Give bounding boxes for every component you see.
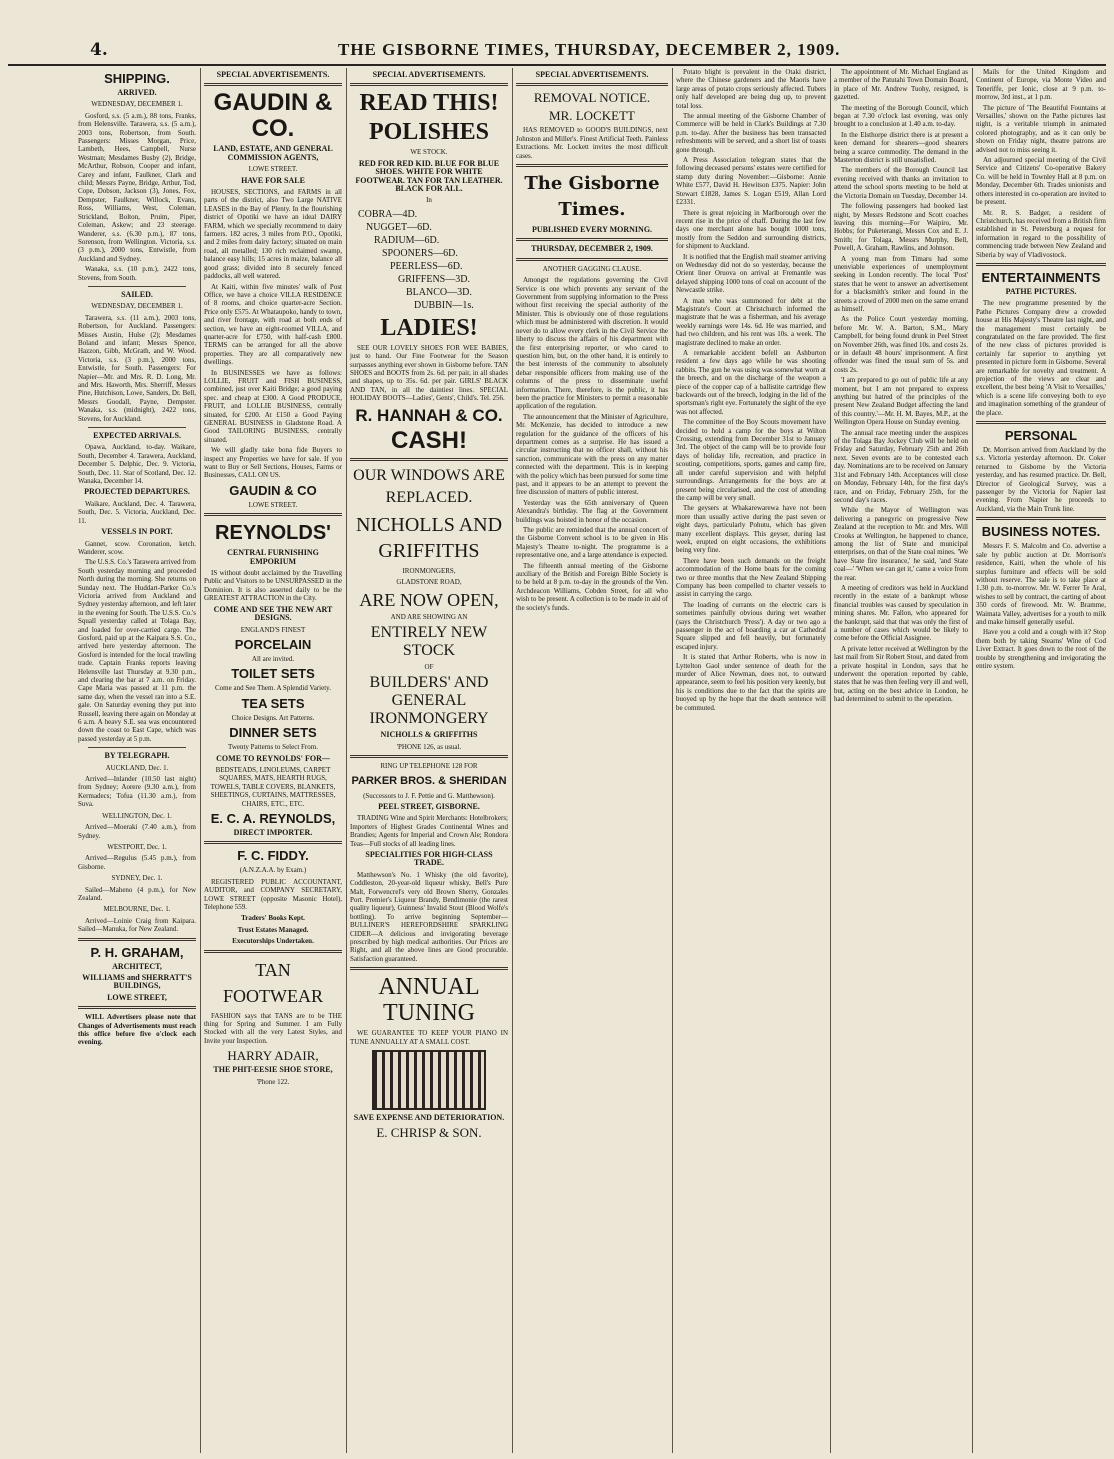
ladies-heading: LADIES!: [380, 314, 478, 341]
editorial-text-4: The public are reminded that the annual concert of the Gisborne Convent school is to be given in His Majesty's Theatre to-night. The programme is a representative one, and a large attendance is expected.: [516, 526, 668, 560]
gaudin-text-4: We will gladly take bona fide Buyers to inspect any Properties we have for sale. If you want to Buy or Sell Sections, Houses, Farms or Businesses, CALL ON US.: [204, 446, 342, 480]
gaudin-text-3: In BUSINESSES we have as follows: LOLLIE, FRUIT and FISH BUSINESS, combined, just over Kaiti Bridge; a good paying spec. and cheap at £300. A Good PRODUCE, FRUIT, and LOLLIE BUSINESS, centrally situated, for £200. At £150 a Good Paying GENERAL BUSINESS in Gladstone Road. A Good TAILORING BUSINESS, centrally situated.: [204, 368, 342, 444]
graham-street: LOWE STREET,: [107, 992, 167, 1002]
news-item: It is notified that the English mail steamer arriving on Wednesday did not do so yesterday, because the Orient liner Oruova on arrival at Fremantle was delayed shipping 1000 tons of coal on account of the Newcastle strike.: [676, 252, 826, 295]
divider: [78, 938, 196, 941]
divider: [204, 513, 342, 516]
editorial-heading: ANOTHER GAGGING CLAUSE.: [542, 264, 642, 273]
news-item: It is stated that Arthur Roberts, who is now in Lyttelton Gaol under sentence of death for the murder of Alice Newman, does not, to outward appearance, seem to feel his position very keenly, but his is conditions due to the fact that the spirits are buoyed up by the hope that the death sentence will be commuted.: [676, 653, 826, 712]
column-special-ads-2: [346, 68, 513, 1453]
arrived-heading: ARRIVED.: [117, 88, 157, 97]
section-header: SPECIAL ADVERTISEMENTS.: [535, 70, 649, 79]
divider: [516, 238, 668, 241]
adair-sub: THE PHIT-EESIE SHOE STORE,: [213, 1065, 333, 1075]
news-item: Potato blight is prevalent in the Otaki district, where the Chinese gardeners and the Maoris have large areas of potato crops seriously affected. Tubers only half developed are being dug up, to prevent total loss.: [676, 68, 826, 110]
news-item: Mr. R. S. Badger, a resident of Christchurch, has received from a British firm established in St. Petersburg a request for information in regard to the possibility of commencing trade between New Zealand and Siberia by way of Vladivostock.: [976, 208, 1106, 259]
paper-title: The Gisborne Times.: [524, 173, 660, 221]
graham-title: ARCHITECT,: [112, 961, 162, 971]
news-item: The picture of 'The Beautiful Fountains at Versailles,' shown on the Pathe pictures last night, is a veritable triumph in animated colored photography, and as it can only be shown on Friday night, theatre patrons are advised not to miss seeing it.: [976, 103, 1106, 154]
news-item: Mails for the United Kingdom and Continent of Europe, via Monte Video and Teneriffe, per Ionic, close at 9 p.m. to-morrow, 3rd inst., at 1 p.m.: [976, 68, 1106, 102]
news-item: There have been such demands on the freight accommodation of the Home boats for the coming two or three months that the New Zealand Shipping Company has been compelled to charter vessels to assist in carrying the cargo.: [676, 556, 826, 599]
news-item: A private letter received at Wellington by the last mail from Sir Robert Stout, and dated from a private hospital in London, says that he underwent the operation reported by cable, states that he was then feeling very ill and well, but, acting on the best advice in London, he had determined to submit to the operation.: [834, 644, 968, 704]
entertainments-heading: ENTERTAINMENTS: [981, 269, 1101, 285]
news-item: The annual meeting of the Gisborne Chamber of Commerce will be held in Clark's Buildings at 7.30 p.m. to-day. After the business has been transacted refreshments will be served, and a short list of toasts gone through.: [676, 112, 826, 154]
masthead: [8, 6, 1106, 66]
business-text-2: Have you a cold and a cough with it? Stop them both by taking Stearns' Wine of Cod Liver Extract. It goes down to the root of the trouble by strengthening and invigorating the entire system.: [976, 628, 1106, 670]
news-item: The annual race meeting under the auspices of the Tolaga Bay Jockey Club will be held on Friday and Saturday, February 25th and 26th next. Seven events are to be contested each day. Nominations are to be received on January 31st and February 14th. Acceptances will close on Monday, February 14th, for the first day's race, and on Friday, February 25th, for the second day's races.: [834, 428, 968, 504]
parker-text-2: Matthewson's No. 1 Whisky (the old favorite), Coddleston, 20-year-old liqueur whisky, Bell's Pure Malt, Forwencrel's very old Brown Sherry, Gonzales Port. Premier's Liqueur Brandy, Bendimonie (the rarest quality liqueur), Guinness' Invalid Stout (Blood Wolfe's bottling). To arrive beginning September—BULLINER'S HEREFORDSHIRE SPARKLING CIDER—A delicious and invigorating beverage prescribed by high medical authorities. Our Prices are Right, and all the above lines are Good procurable. Satisfaction guaranteed.: [350, 870, 508, 963]
advertiser-notice: WILL Advertisers please note that Changes of Advertisements must reach this office before five o'clock each evening.: [78, 1013, 196, 1047]
reynolds-name: REYNOLDS': [215, 522, 331, 545]
news-item: A meeting of creditors was held in Auckland recently in the estate of a bankrupt whose financial troubles was caused by speculation in mining shares. Mr. Fallon, who appeared for the bankrupt, said that that was only the first of a number of cases which would be likely to come before the Official Assignee.: [834, 583, 968, 643]
annual-text: WE GUARANTEE TO KEEP YOUR PIANO IN TUNE ANNUALLY AT A SMALL COST.: [350, 1029, 508, 1046]
polish-item: COBRA—4D.: [358, 208, 418, 220]
divider: [350, 83, 508, 86]
adair-phone: 'Phone 122.: [256, 1077, 290, 1086]
divider: [88, 747, 186, 748]
polish-items: [350, 208, 508, 312]
news-item: 'I am prepared to go out of public life at any moment, but I am not prepared to express anything but hatred of the principles of the present New Zealand Budget affecting the land of this country.'—Mr. H. M. Bayes, M.P., at the Wellington Opera House on Sunday evening.: [834, 376, 968, 427]
gaudin-have: HAVE FOR SALE: [241, 175, 305, 185]
divider: [516, 258, 668, 261]
news-item: The committee of the Boy Scouts movement have decided to hold a camp for the boys at Wilton Crossing, extending from December 31st to January 3rd. The object of the camp will be to provide four days of holiday life, recreation, and practice in scouting, competitions, sports, games and camp fire, all under careful supervision and with helpful surroundings. Arrangements for the boys are at present being circularised, and the cost of attending the camp will be very small.: [676, 418, 826, 502]
telegraph-text: Arrived—Regulus (5.45 p.m.), from Gisborne.: [78, 854, 196, 871]
telegraph-text: Arrived—Inlander (10.50 last night) from Sydney; Aorere (9.30 a.m.), from Kermadecs; Tofua (11.30 a.m.), from Suva.: [78, 775, 196, 809]
gaudin-street: LOWE STREET.: [248, 165, 298, 174]
shipping-heading: SHIPPING.: [104, 71, 170, 86]
arrived-date: WEDNESDAY, DECEMBER 1.: [91, 100, 183, 109]
projected-text: Waikare, Auckland, Dec. 4. Tarawera, South, Dec. 5. Victoria, Auckland, Dec. 11.: [78, 499, 196, 525]
divider: [350, 458, 508, 461]
editorial-text-3: Yesterday was the 65th anniversary of Queen Alexandra's birthday. The flag at the Government buildings was hoisted in honor of the occasion.: [516, 498, 668, 524]
dinner-sets: DINNER SETS: [229, 725, 317, 741]
polish-item: GRIFFENS—3D.: [398, 273, 470, 285]
page-number: 4.: [90, 40, 108, 60]
news-item: An adjourned special meeting of the Civil Service and Citizens' Co-operative Bakery Co. will be held in Townley Hall at 8 p.m. on Monday, December 6th. Trades unionists and others interested in co-operation are invited to be present.: [976, 156, 1106, 207]
vessels-heading: VESSELS IN PORT.: [101, 527, 173, 537]
porcelain: PORCELAIN: [234, 636, 312, 652]
pathe-text: The new programme presented by the Pathe Pictures Company drew a crowded house at His Majesty's Theatre last night, and the management must certainly be congratulated on the fare provided. The first of the new class of pictures provided is certainly far superior to anything yet presented in picture form in Gisborne. Several are remarkable for novelty and treatment. A projection of the views are clear and excellent, the best being 'A Visit to Versailles,' which is a scene life conveying both to eye and imagination something of the grandeur of the place.: [976, 299, 1106, 417]
business-text: Messrs F. S. Malcolm and Co. advertise a sale by public auction at Dr. Morrison's residence, Kaiti, when the whole of his surplus furniture and effects will be sold without reserve. The sale is to take place at 1.30 p.m. to-morrow. Mr. W. Ferrer Te Aral, wishes to sell by contract, the carting of about 350 cords of firewood. Mr. W. Bramme, Waimata Valley, advertises for a youth to milk and make himself generally useful.: [976, 542, 1106, 626]
gaudin-text: HOUSES, SECTIONS, and FARMS in all parts of the district, also Two Large NATIVE LEASES in the Bay of Plenty. In the flourishing district of Opotiki we have an ideal DAIRY FARM, which we specially recommend to dairy farmers. 182 acres, 3 miles from P.O., Opotiki, and 2 miles from dairy factory; situated on main road, all metalled; 130 rich reclaimed swamp, balance easy hills; 15 acres in maize, balance all good grass; divided into 8 securely fenced paddocks, all well watered.: [204, 188, 342, 281]
tea-sets: TEA SETS: [241, 695, 305, 711]
shipping-news: The U.S.S. Co.'s Tarawera arrived from South yesterday morning and proceeded North during the morning. She returns on Sunday next. The Huddart-Parker Co.'s Victoria arrived from Auckland and Sydney yesterday afternoon, and left later in the evening for South. The U.S.S. Co.'s Squall yesterday called at Tolaga Bay, and loaded for over-carried cargo. The Gosford, paid up at the Kaipara S.S. Co., arrived here yesterday afternoon. The Gosford is intended for the local trawling trade. Captain Franks reports leaving Helensville last Thursday at 9.30 p.m., and clearing the bar at 7 a.m. on Friday. Cape Maria was passed at 11 p.m. the same day, when the vessel ran into a S.E. gale. On Saturday evening they put into Russell, leaving there again on Monday at 6 a.m. A heavy S.E. sea was encountered down the coast to East Cape, which was passed yesterday at 5 p.m.: [78, 558, 196, 743]
polish-list: RED FOR RED KID. BLUE FOR BLUE SHOES. WHITE FOR WHITE FOOTWEAR. TAN FOR TAN LEATHER. BLACK FOR ALL.: [355, 158, 503, 194]
graham-address: WILLIAMS and SHERRATT'S BUILDINGS,: [82, 972, 192, 991]
divider: [976, 517, 1106, 520]
porcelain-sub: All are invited.: [251, 654, 295, 663]
reynolds-list: BEDSTEADS, LINOLEUMS, CARPET SQUARES, MATS, HEARTH RUGS, TOWELS, TABLE COVERS, BLANKETS, SHEETINGS, CURTAINS, MATTRESSES, CHAIRS, ETC., ETC.: [210, 765, 336, 808]
ring-up: RING UP TELEPHONE 128 FOR: [380, 762, 478, 771]
tan-text: FASHION says that TANS are to be THE thing for Spring and Summer. I am Fully Stocked with all the very Latest Styles, and Invite your Inspection.: [204, 1011, 342, 1045]
newspaper-page: [8, 6, 1106, 1453]
save-expense: SAVE EXPENSE AND DETERIORATION.: [353, 1113, 505, 1123]
tea-sub: Choice Designs. Art Patterns.: [231, 713, 315, 722]
divider: [78, 1006, 196, 1009]
fiddy-traders: Traders' Books Kept.: [241, 914, 305, 923]
telegraph-place: MELBOURNE, Dec. 1.: [103, 905, 171, 914]
removal-notice: REMOVAL NOTICE.: [533, 90, 651, 106]
telegraph-place: SYDNEY, Dec. 1.: [111, 874, 163, 883]
nicholls-road: GLADSTONE ROAD,: [396, 578, 462, 587]
columns: [8, 68, 1106, 1453]
divider: [976, 421, 1106, 424]
dinner-sub: Twenty Patterns to Select From.: [228, 743, 318, 752]
fiddy-sub: (A.N.Z.A.A. by Exam.): [239, 866, 307, 875]
news-item: The loading of currants on the electric cars is sometimes painfully obvious during wet weather (says the Christchurch 'Press'). A day or two ago a passenger in the act of boarding a car at Cathedral Square slipped and fell heavily, but fortunately escaped injury.: [676, 600, 826, 651]
projected-heading: PROJECTED DEPARTURES.: [84, 487, 190, 497]
fiddy-name: F. C. FIDDY.: [237, 848, 309, 864]
news-item: The meeting of the Borough Council, which began at 7.30 o'clock last evening, was only brought to a conclusion at 1.40 a.m. to-day.: [834, 103, 968, 129]
nicholls-name: NICHOLLS AND GRIFFITHS: [355, 513, 503, 562]
personal-heading: PERSONAL: [1004, 428, 1078, 444]
divider: [204, 950, 342, 953]
polish-in: In: [426, 196, 432, 205]
polish-item: PEERLESS—6D.: [390, 260, 463, 272]
toilet-sets: TOILET SETS: [231, 666, 315, 682]
eca-sub: DIRECT IMPORTER.: [233, 827, 313, 837]
we-stock: WE STOCK.: [410, 148, 448, 157]
lockett-text: HAS REMOVED to GOOD'S BUILDINGS, next Johnston and Miller's. Finest Artificial Teeth. Painless Extractions. Mr. Lockett invites the most difficult cases.: [516, 126, 668, 160]
nicholls-phone: 'PHONE 126, as usual.: [396, 742, 462, 751]
section-header: SPECIAL ADVERTISEMENTS.: [372, 70, 486, 79]
telegraph-text: Arrived—Moeraki (7.40 a.m.), from Sydney.: [78, 823, 196, 840]
reynolds-come: COME AND SEE THE NEW ART DESIGNS.: [213, 604, 333, 623]
polish-item: NUGGET—6D.: [366, 221, 432, 233]
gaudin-text-2: At Kaiti, within five minutes' walk of Post Office, we have a choice VILLA RESIDENCE of 8 rooms, and choice quarter-acre Section. Price only £575. At Whataupoko, handy to town, and river frontage, with road at both ends of section, we have an eight-roomed VILLA, and quarter-acre for £750, with half-cash £800. TERMS can be arranged for all the above properties. They are all comparatively new dwellings.: [204, 282, 342, 367]
personal-text: Dr. Morrison arrived from Auckland by the s.s. Victoria yesterday afternoon. Dr. Coker returned to Gisborne by the Victoria yesterday, and has resumed practice. Dr. Bell, Director of Geological Survey, was a passenger by the Victoria for Napier last evening. From Napier he proceeds to Auckland, via the Main Trunk line.: [976, 446, 1106, 513]
telegraph-heading: BY TELEGRAPH.: [104, 751, 170, 761]
news-item: The members of the Borough Council last evening received with thanks an invitation to attend the school sports meeting to be held at the Victoria Domain on Tuesday, December 14.: [834, 166, 968, 200]
news-item: The geysers at Whakarewarewa have not been more than usually active during the past seven or eight days, particularly Pohutu, which has given many excellent displays. This geyser, during last week, erupted on eight occasions, the exhibitions being very fine.: [676, 504, 826, 555]
reynolds-text: IS without doubt acclaimed by the Travelling Public and Visitors to be UNSURPASSED in the Dominion. It is also asserted daily to be the GREATEST ATTRACTION in the City.: [204, 569, 342, 603]
divider: [516, 83, 668, 86]
telegraph-text: Sailed—Maheno (4 p.m.), for New Zealand.: [78, 885, 196, 902]
sailed-heading: SAILED.: [121, 289, 153, 299]
arrived-text-2: Wanaka, s.s. (10 p.m.), 2422 tons, Stevens, from South.: [78, 265, 196, 282]
telegraph-place: WESTPORT, Dec. 1.: [107, 842, 167, 851]
fiddy-undertaken: Executorships Undertaken.: [232, 937, 314, 946]
divider: [350, 755, 508, 758]
hannah-name: R. HANNAH & CO.: [355, 405, 503, 425]
editorial-text-2: The announcement that the Minister of Agriculture, Mr. McKenzie, has decided to introduce a new regulation for the guidance of the officers of his department comes as a surprise. He has issued a circular instructing that no officer shall, without his sanction, communicate with the press on any matter connected with the department. This is in keeping with the policy which has been pursued for some time past, and it appears to be an attempt to prevent the free discussion of matters of public interest.: [516, 412, 668, 497]
graham-name: P. H. GRAHAM,: [90, 944, 184, 960]
now-open: ARE NOW OPEN,: [359, 589, 499, 610]
parker-street: PEEL STREET, GISBORNE.: [378, 801, 480, 811]
polish-item: DUBBIN—1s.: [414, 299, 474, 311]
parker-text: TRADING Wine and Spirit Merchants: Hotelbrokers; Importers of Highest Grades Continental Wines and Brandies; Agents for Imperial and Crown Ale; Rondora Teas—Full stocks of all leading lines.: [350, 814, 508, 848]
vessels-text: Gannet, scow. Coronation, ketch. Wanderer, scow.: [78, 539, 196, 556]
news-item: A remarkable accident befell an Ashburton resident a few days ago while he was shooting rabbits. The gun he was using was somewhat worn at the breech, and on the discharge of the weapon a piece of the copper cap of a ballistite cartridge flew backwards out of the breech, lodging in the lid of the sportsman's right eye. Fortunately the sight of the eye was not affected.: [676, 349, 826, 416]
column-local-news-3: [972, 68, 1110, 1453]
builders: BUILDERS' AND GENERAL IRONMONGERY: [369, 674, 489, 728]
entirely-new-stock: ENTIRELY NEW STOCK: [370, 623, 488, 659]
polish-item: RADIUM—6D.: [374, 234, 440, 246]
of: OF: [424, 662, 434, 671]
sailed-date: WEDNESDAY, DECEMBER 1.: [91, 302, 183, 311]
polish-item: SPOONERS—6D.: [382, 247, 458, 259]
chrisp-name: E. CHRISP & SON.: [376, 1125, 482, 1141]
news-item: There is great rejoicing in Marlborough over the recent rise in the price of chaff. During the last few days one merchant alone has bought 1000 tons, mostly from the Seddon and surrounding districts, for shipment to Auckland.: [676, 208, 826, 251]
gaudin-subtitle: LAND, ESTATE, AND GENERAL COMMISSION AGENTS,: [213, 144, 333, 162]
tan-title: TAN FOOTWEAR: [223, 959, 323, 1006]
annual-tuning: ANNUAL TUNING: [378, 974, 480, 1027]
gaudin-footer: GAUDIN & CO: [229, 482, 317, 498]
column-local-news-2: [830, 68, 973, 1453]
telegraph-place: WELLINGTON, Dec. 1.: [102, 811, 172, 820]
read-this: READ THIS!: [359, 90, 499, 117]
showing: AND ARE SHOWING AN: [390, 612, 468, 621]
news-item: A Press Association telegram states that the following deceased persons' estates were certified for stamp duty during November:—Gisborne: Annie White £577, David H. Hewitson £375. Napier: John Stewart £1828, James S. Logan £519, Allan Lord £2331.: [676, 156, 826, 207]
ladies-text: SEE OUR LOVELY SHOES FOR WEE BABIES, just to hand. Our Fine Footwear for the Season surpasses anything ever shown in Gisborne before. TAN SHOES and BOOTS from 2s. 6d. per pair, in all shades and shapes, up to 35s. 6d. per pair. GIRLS' BLACK AND TAN, in all the daintiest lines. SPECIAL HOLIDAY BOOTS—Ladies', Gents', Child's. Tel. 256.: [350, 343, 508, 403]
specialities: SPECIALITIES FOR HIGH-CLASS TRADE.: [365, 849, 493, 868]
divider: [204, 841, 342, 844]
toilet-sub: Come and See Them. A Splendid Variety.: [215, 684, 331, 693]
masthead-title: THE GISBORNE TIMES, THURSDAY, DECEMBER 2, 1909.: [338, 40, 841, 59]
paper-subtitle: PUBLISHED EVERY MORNING.: [531, 225, 653, 235]
paper-date: THURSDAY, DECEMBER 2, 1909.: [531, 244, 653, 254]
column-special-ads-1: [200, 68, 347, 1453]
news-item: The appointment of Mr. Michael England as a member of the Patutahi Town Domain Board, in place of Mr. Andrew Tuohy, resigned, is gazetted.: [834, 68, 968, 102]
sailed-text: Tarawera, s.s. (11 a.m.), 2003 tons, Robertson, for Auckland. Passengers: Misses Austin, Hulse (2); Mesdames Boland and infant; Messrs Spence, Hazzon, Gibb, McGrath, and W. Wood. Victoria, s.s. (3 p.m.), 2000 tons, Entwistle, for South. Passengers: For Napier—Mr. and Mrs. R. D. Long, Mr. and Mrs. Haworth, Mrs. Sherriff, Messrs Pine, Hutchison, Lowe, Sanders, Dr. Bell, Messrs Goodall, Payne, Dempster. Wanaka, s.s. (midnight), 2422 tons, Stevens, for Auckland.: [78, 313, 196, 423]
section-header: SPECIAL ADVERTISEMENTS.: [216, 70, 330, 79]
expected-text: Opawa, Auckland, to-day. Waikare, South, December 4. Tarawera, Auckland, December 5. Delphic, Dec. 9. Victoria, South, Dec. 11. Star of Scotland, Dec. 12. Wanaka, December 14.: [78, 443, 196, 486]
nicholls-name-2: NICHOLLS & GRIFFITHS: [380, 730, 478, 740]
divider: [516, 164, 668, 167]
reynolds-finest: ENGLAND'S FINEST: [240, 625, 306, 634]
editorial-text: Amongst the regulations governing the Civil Service is one which prevents any servant of the Government from supplying information to the Press without first receiving the special authority of the Minister. This is obviously one of those regulations which must be administered with discretion. It would never do to allow every clerk in the Civil Service the liberty to discuss the affairs of his department with the first enterprising reporter, or who cared to question him, but, on the other hand, it is entirely to the best interests of the community to absolutely debar responsible officers from making use of the columns of the press to disseminate useful information. There, therefore, is the public, it has been the practice for Ministers to permit a reasonable application of the regulation.: [516, 276, 668, 411]
arrived-text: Gosford, s.s. (5 a.m.), 88 tons, Franks, from Helensville. Tarawera, s.s. (5 a.m.), 2003 tons, Robertson, from South. Passengers: Misses Morgan, Price, Lambeth, Hees, Campbell, Nurse Westman; Mesdames Busby (2), Bridge, McArthur, Robson, Cooper and infant, Carey and infant, Faulkner, Clark and child; Messrs Payne, Bridge, Arthur, Tod, Cope, Dobson, Jackson (3), Jones, Fox, Dempster, Faulkner, Willock, Evans, Ross, Williams, West, Coleman, Strickland, Bolton, Pruim, Piper, Coleman, Askew; and 23 steerage. Wanderer, s.s. (6.30 p.m.), 87 tons, Sorenson, from Wellington. Victoria, s.s. (3 p.m.), 2000 tons, Entwistle, from Auckland and Sydney.: [78, 111, 196, 263]
news-item: A young man from Timaru had some unenviable experiences of unemployment seeking in London recently. The local 'Post' states that he went to answer an advertisement for a blacksmith's striker and found in the streets a crowd of 2000 men on the same errand as himself.: [834, 254, 968, 313]
editorial-text-5: The fifteenth annual meeting of the Gisborne auxiliary of the British and Foreign Bible Society is to be held at 8 p.m. to-day in the grounds of the Ven. Archdeacon Williams, Cobden Street, for all who wish to be present. A collection is to be made in aid of the society's funds.: [516, 561, 668, 612]
parker-sub: (Successors to J. F. Pettie and G. Matthewson).: [363, 791, 495, 800]
fiddy-text: REGISTERED PUBLIC ACCOUNTANT, AUDITOR, and COMPANY SECRETARY, LOWE STREET (opposite Masonic Hotel), Telephone 559.: [204, 877, 342, 911]
news-item: The following passengers had booked last night, by Messrs Redstone and Scott coaches leaving this morning—For Waipiro, Mr. Hobbs; for Puketerangi, Messrs Cox and E. J. Smith; for Tolaga, Messrs Murphy, Bell, Powell, A. Graham, Rawlins, and Johnson.: [834, 202, 968, 253]
gaudin-name: GAUDIN & CO.: [213, 89, 333, 143]
adair-name: HARRY ADAIR,: [227, 1048, 319, 1064]
gaudin-footer-street: LOWE STREET.: [248, 500, 298, 509]
divider: [88, 286, 186, 287]
telegraph-place: AUCKLAND, Dec. 1.: [105, 763, 169, 772]
cash: CASH!: [391, 426, 467, 454]
pathe-heading: PATHE PICTURES.: [1005, 286, 1077, 296]
windows-replaced: OUR WINDOWS ARE REPLACED.: [353, 466, 505, 506]
column-local-news-1: [672, 68, 831, 1453]
news-item: A man who was summoned for debt at the Magistrate's Court at Christchurch informed the magistrate that he was a fisherman, and his average weekly earnings were 14s. 6d. He was married, and had two children, and his rent was 10s. a week. The magistrate declined to make an order.: [676, 296, 826, 347]
news-item: While the Mayor of Wellington was delivering a panegyric on progressive New Zealand at the reception to Mr. and Mrs. Will Crooks at Wellington, he happened to chance, among the list of State and municipal enterprises, on that of the State coal mines. 'We have State fire insurance,' he said, 'and State coal—' 'When we can get it,' came a voice from the rear.: [834, 506, 968, 582]
polishes: POLISHES: [368, 119, 490, 146]
business-heading: BUSINESS NOTES.: [981, 524, 1101, 540]
eca-name: E. C. A. REYNOLDS,: [210, 810, 336, 826]
column-shipping: [74, 68, 201, 1453]
telegraph-text: Arrived—Loinie Craig from Kaipara. Sailed—Manuka, for New Zealand.: [78, 916, 196, 934]
divider: [350, 967, 508, 970]
news-item: In the Elsthorpe district there is at present a keen demand for shearers—good shearers being a scarce commodity. The demand in the Masterton district is still unsatisfied.: [834, 130, 968, 165]
parker-name: PARKER BROS. & SHERIDAN: [351, 774, 507, 787]
divider: [204, 83, 342, 86]
divider: [88, 427, 186, 428]
fiddy-trust: Trust Estates Managed.: [237, 925, 309, 934]
column-editorial: [512, 68, 673, 1453]
polish-item: BLANCO—3D.: [406, 286, 472, 298]
expected-heading: EXPECTED ARRIVALS.: [93, 431, 181, 441]
lockett-name: MR. LOCKETT: [549, 108, 635, 124]
reynolds-come-2: COME TO REYNOLDS' FOR—: [216, 753, 330, 763]
reynolds-subtitle: CENTRAL FURNISHING EMPORIUM: [227, 548, 319, 566]
nicholls-sub: IRONMONGERS,: [402, 566, 456, 575]
piano-illustration: [372, 1050, 486, 1110]
divider: [976, 263, 1106, 266]
news-item: As the Police Court yesterday morning, before Mr. W. A. Barton, S.M., Mary Campbell, for being found drunk in Peel Street on November 26th, was fined 10s. and costs 2s. or in default 48 hours' imprisonment. A first offender was fined the usual sum of 5s. and costs 2s.: [834, 315, 968, 374]
